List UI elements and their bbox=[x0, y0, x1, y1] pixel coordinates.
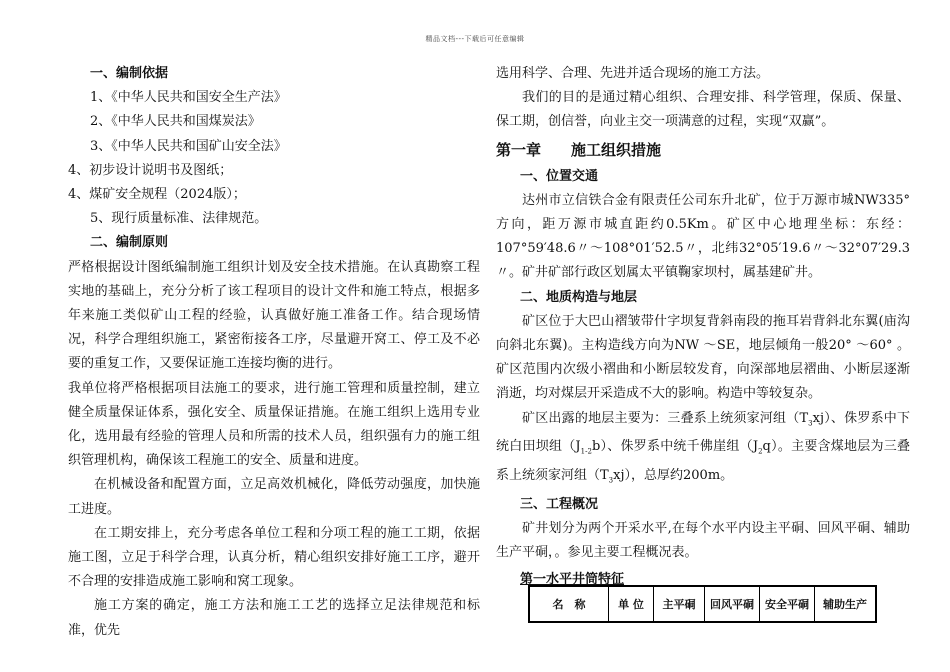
shaft-spec-table bbox=[528, 585, 877, 623]
paragraph-location: 达州市立信铁合金有限责任公司东升北矿，位于万源市城NW335°方向，距万源市城直距约0.5Km。矿区中心地理坐标：东经：107°59′48.6〃～108°01′52.5〃，北纬32°05′19.6〃～32°07′29.3〃。矿井矿部行政区划属太平镇鞠家坝村，属基建矿井。 bbox=[496, 192, 910, 281]
table-header-cell: 单 位 bbox=[609, 586, 654, 622]
table-header-cell: 辅助生产 bbox=[815, 586, 877, 622]
section-geology: 二、地质构造与地层 bbox=[520, 289, 638, 305]
section-overview: 三、工程概况 bbox=[520, 497, 599, 513]
table-header-cell: 回风平硐 bbox=[705, 586, 760, 622]
geology-text-e: xj），总厚约200m。 bbox=[613, 468, 734, 484]
paragraph-continued: 选用科学、合理、先进并适合现场的施工方法。 bbox=[496, 66, 770, 81]
basis-item-6: 5、现行质量标准、法律规范。 bbox=[90, 211, 268, 227]
basis-item-2: 2、《中华人民共和国煤炭法》 bbox=[90, 114, 261, 130]
subscript: 3 bbox=[608, 476, 614, 485]
table-header-cell: 名 称 bbox=[529, 586, 609, 622]
subscript: 2 bbox=[758, 448, 763, 457]
paragraph-1: 严格根据设计图纸编制施工组织计划及安全技术措施。在认真勘察工程实地的基础上，充分分析了该工程项目的设计文件和施工特点，根据多年来施工类似矿山工程的经验，认真做好施工准备工作。结合现场情况，科学合理组织施工，紧密衔接各工序，尽量避开窝工、停工及不必要的重复工作，又要保证施工连接均衡的进行。 bbox=[68, 259, 480, 372]
geology-text-d: q）。主要含煤地层为三叠系上统须家河组（T bbox=[496, 439, 910, 484]
chapter-heading bbox=[496, 137, 910, 163]
paragraph-overview: 矿井划分为两个开采水平,在每个水平内设主平硐、回风平硐、辅助生产平硐，。参见主要工程概况表。 bbox=[496, 521, 910, 561]
table-title: 第一水平井筒特征 bbox=[520, 571, 625, 587]
basis-item-4: 4、初步设计说明书及图纸； bbox=[68, 162, 233, 178]
section-location: 一、位置交通 bbox=[520, 168, 599, 184]
geology-text-b: xj）、侏罗系中下统白田坝组（J bbox=[496, 410, 910, 455]
paragraph-geology-2 bbox=[496, 407, 910, 493]
basis-item-1: 1、《中华人民共和国安全生产法》 bbox=[90, 90, 287, 106]
subscript: 3 bbox=[808, 419, 813, 428]
heading-basis: 一、编制依据 bbox=[90, 66, 169, 81]
basis-item-3: 3、《中华人民共和国矿山安全法》 bbox=[90, 138, 287, 154]
right-column bbox=[496, 62, 910, 592]
paragraph-2: 我单位将严格根据项目法施工的要求，进行施工管理和质量控制，建立健全质量保证体系，强化安全、质量保证措施。在施工组织上选用专业化，选用最有经验的管理人员和所需的技术人员，组织强有力的施工组织管理机构，确保该工程施工的安全、质量和进度。 bbox=[68, 380, 480, 469]
chapter-number: 第一章 bbox=[496, 140, 542, 159]
table-header-cell: 安全平硐 bbox=[760, 586, 815, 622]
paragraph-goal: 我们的目的是通过精心组织、合理安排、科学管理，保质、保量、保工期，创信誉，向业主交一项满意的过程，实现“双赢”。 bbox=[496, 90, 910, 130]
paragraph-3: 在机械设备和配置方面，立足高效机械化，降低劳动强度，加快施工进度。 bbox=[68, 477, 480, 517]
geology-text-c: b）、侏罗系中统千佛崖组（J bbox=[591, 439, 759, 455]
paragraph-4: 在工期安排上，充分考虑各单位工程和分项工程的施工工期，依据施工图，立足于科学合理，认真分析，精心组织安排好施工工序，避开不合理的安排造成施工影响和窝工现象。 bbox=[68, 525, 480, 590]
paragraph-geology-1: 矿区位于大巴山褶皱带什字坝复背斜南段的拖耳岩背斜北东翼(庙沟向斜北东翼)。主构造线方向为NW ～SE，地层倾角一般20° ～60° 。矿区范围内次级小褶曲和小断层较发育，向深部地层褶曲、小断层逐渐消逝，均对煤层开采造成不大的影响。构造中等较复杂。 bbox=[496, 313, 910, 402]
geology-text-a: 矿区出露的地层主要为：三叠系上统须家河组（T bbox=[522, 410, 809, 426]
chapter-title: 施工组织措施 bbox=[571, 140, 662, 159]
basis-item-5: 4、煤矿安全规程（2024版）； bbox=[68, 187, 246, 203]
subscript: 1-2 bbox=[580, 448, 592, 457]
paragraph-5: 施工方案的确定，施工方法和施工工艺的选择立足法律规范和标准，优先 bbox=[68, 598, 480, 638]
table-header-row bbox=[529, 586, 876, 622]
page-header: 精品文档---下载后可任意编辑 bbox=[425, 35, 525, 43]
left-column bbox=[68, 62, 480, 643]
heading-principles: 二、编制原则 bbox=[90, 235, 169, 251]
table-header-cell: 主平硐 bbox=[654, 586, 705, 622]
